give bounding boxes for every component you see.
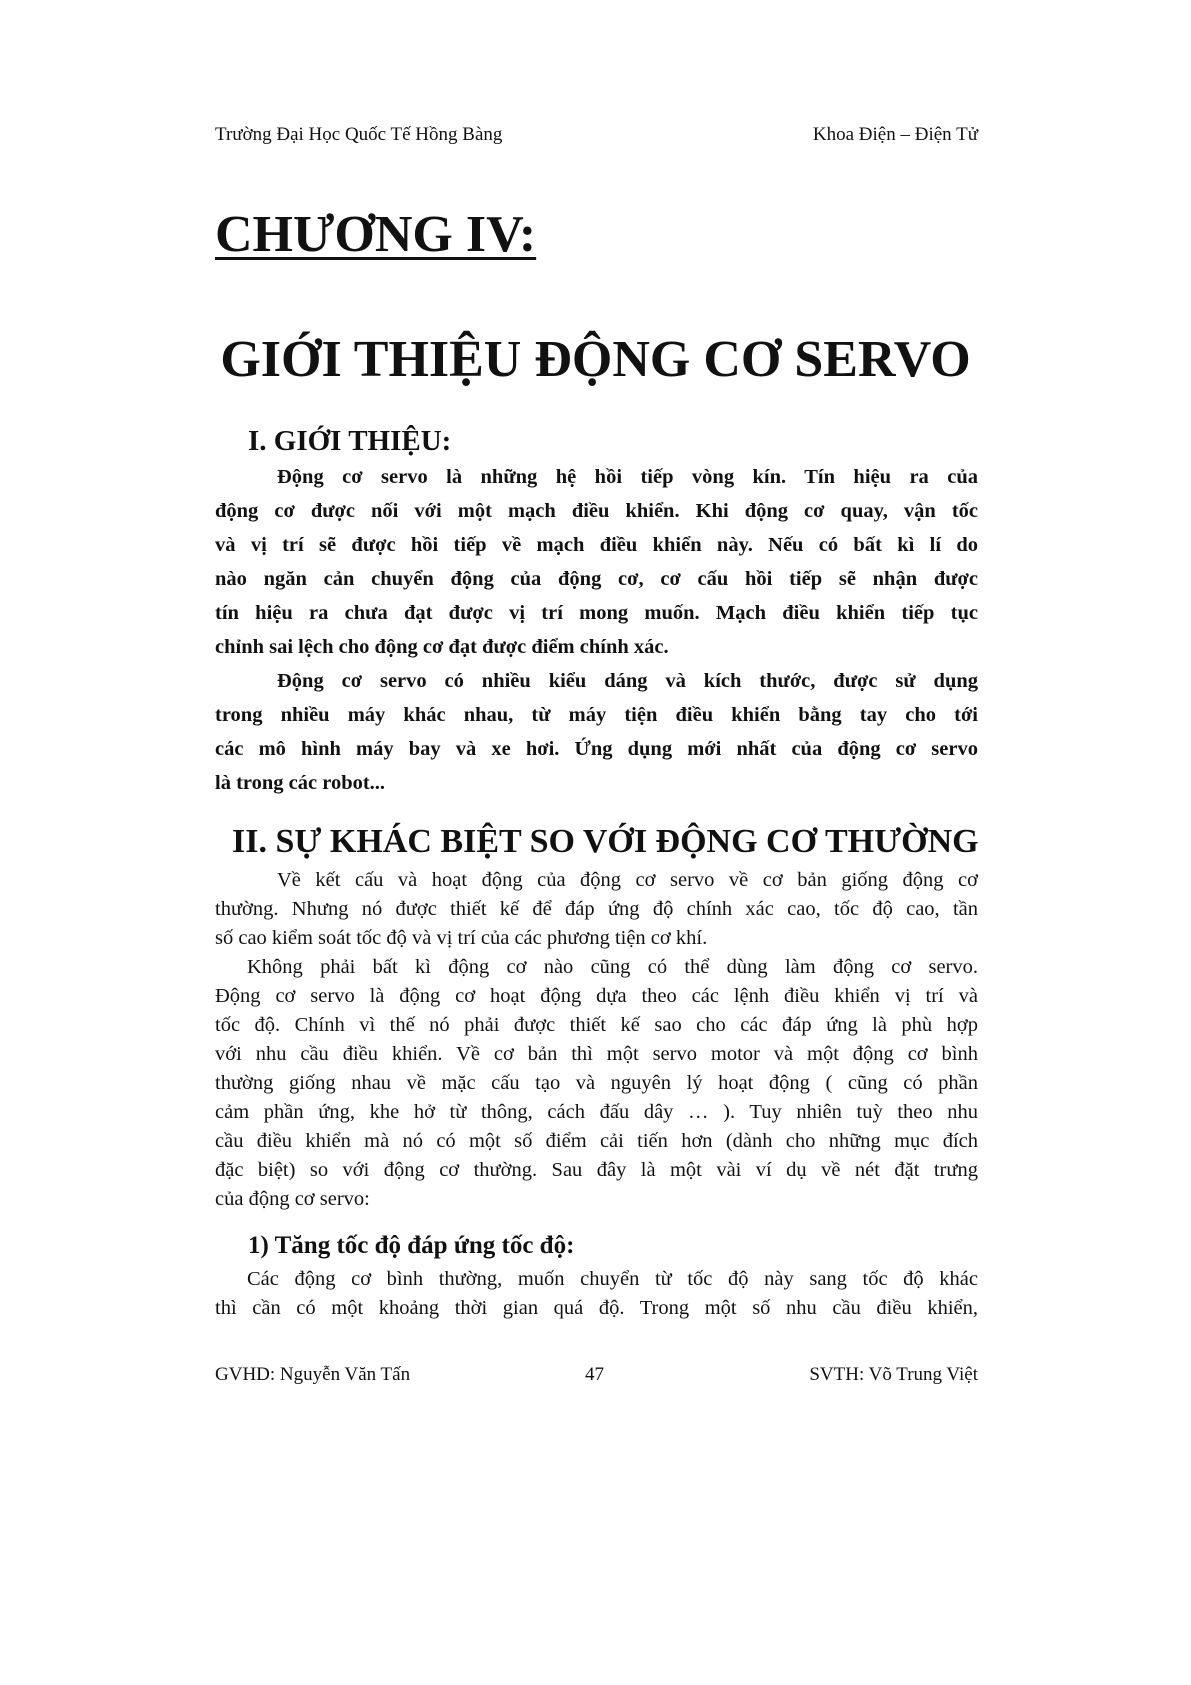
text-line: trong nhiều máy khác nhau, từ máy tiện điều khiển bằng tay cho tới (215, 704, 978, 726)
paragraph (215, 1265, 978, 1323)
text-line: với nhu cầu điều khiển. Về cơ bản thì một servo motor và một động cơ bình (215, 1043, 978, 1065)
text-line: là trong các robot... (215, 772, 386, 794)
text-line: thường. Nhưng nó được thiết kế để đáp ứng độ chính xác cao, tốc độ cao, tần (215, 898, 978, 920)
text-line: động cơ được nối với một mạch điều khiển. Khi động cơ quay, vận tốc (215, 500, 978, 522)
chapter-heading: CHƯƠNG IV: (215, 206, 537, 263)
text-line: và vị trí sẽ được hồi tiếp về mạch điều khiển này. Nếu có bất kì lí do (215, 534, 978, 556)
text-line: Không phải bất kì động cơ nào cũng có thể dùng làm động cơ servo. (247, 956, 978, 978)
text-line: tín hiệu ra chưa đạt được vị trí mong muốn. Mạch điều khiển tiếp tục (215, 602, 978, 624)
header-department: Khoa Điện – Điện Tử (812, 124, 978, 145)
paragraph (215, 460, 978, 664)
text-line: thì cần có một khoảng thời gian quá độ. Trong một số nhu cầu điều khiển, (215, 1297, 978, 1319)
paragraph (215, 866, 978, 953)
text-line: đặc biệt) so với động cơ thường. Sau đây là một vài ví dụ về nét đặt trưng (215, 1159, 978, 1181)
page-title: GIỚI THIỆU ĐỘNG CƠ SERVO (220, 331, 971, 388)
text-line: cầu điều khiển mà nó có một số điểm cải tiến hơn (dành cho những mục đích (215, 1130, 978, 1152)
header-school: Trường Đại Học Quốc Tế Hồng Bàng (215, 124, 503, 145)
subsection-heading: 1) Tăng tốc độ đáp ứng tốc độ: (248, 1232, 575, 1259)
text-line: thường giống nhau về mặc cấu tạo và nguyên lý hoạt động ( cũng có phần (215, 1072, 978, 1094)
text-line: Động cơ servo là những hệ hồi tiếp vòng kín. Tín hiệu ra của (277, 466, 978, 488)
footer-advisor: GVHD: Nguyễn Văn Tấn (215, 1364, 411, 1385)
paragraph (215, 953, 978, 1214)
text-line: các mô hình máy bay và xe hơi. Ứng dụng mới nhất của động cơ servo (215, 738, 978, 760)
text-line: chỉnh sai lệch cho động cơ đạt được điểm chính xác. (215, 636, 669, 658)
text-line: của động cơ servo: (215, 1188, 370, 1210)
text-line: Động cơ servo là động cơ hoạt động dựa theo các lệnh điều khiển vị trí và (215, 985, 978, 1007)
footer-student: SVTH: Võ Trung Việt (809, 1364, 978, 1385)
text-line: nào ngăn cản chuyển động của động cơ, cơ cấu hồi tiếp sẽ nhận được (215, 568, 978, 590)
section-heading-introduction: I. GIỚI THIỆU: (248, 425, 452, 457)
text-line: cảm phần ứng, khe hở từ thông, cách đấu dây … ). Tuy nhiên tuỳ theo nhu (215, 1101, 978, 1123)
text-line: số cao kiểm soát tốc độ và vị trí của các phương tiện cơ khí. (215, 927, 708, 949)
paragraph (215, 664, 978, 800)
page-number: 47 (585, 1364, 604, 1385)
text-line: Động cơ servo có nhiều kiểu dáng và kích thước, được sử dụng (277, 670, 978, 692)
section-heading-differences: II. SỰ KHÁC BIỆT SO VỚI ĐỘNG CƠ THƯỜNG (232, 823, 979, 860)
text-line: Về kết cấu và hoạt động của động cơ servo về cơ bản giống động cơ (277, 869, 978, 891)
text-line: Các động cơ bình thường, muốn chuyển từ tốc độ này sang tốc độ khác (247, 1268, 978, 1290)
text-line: tốc độ. Chính vì thế nó phải được thiết kế sao cho các đáp ứng là phù hợp (215, 1014, 978, 1036)
